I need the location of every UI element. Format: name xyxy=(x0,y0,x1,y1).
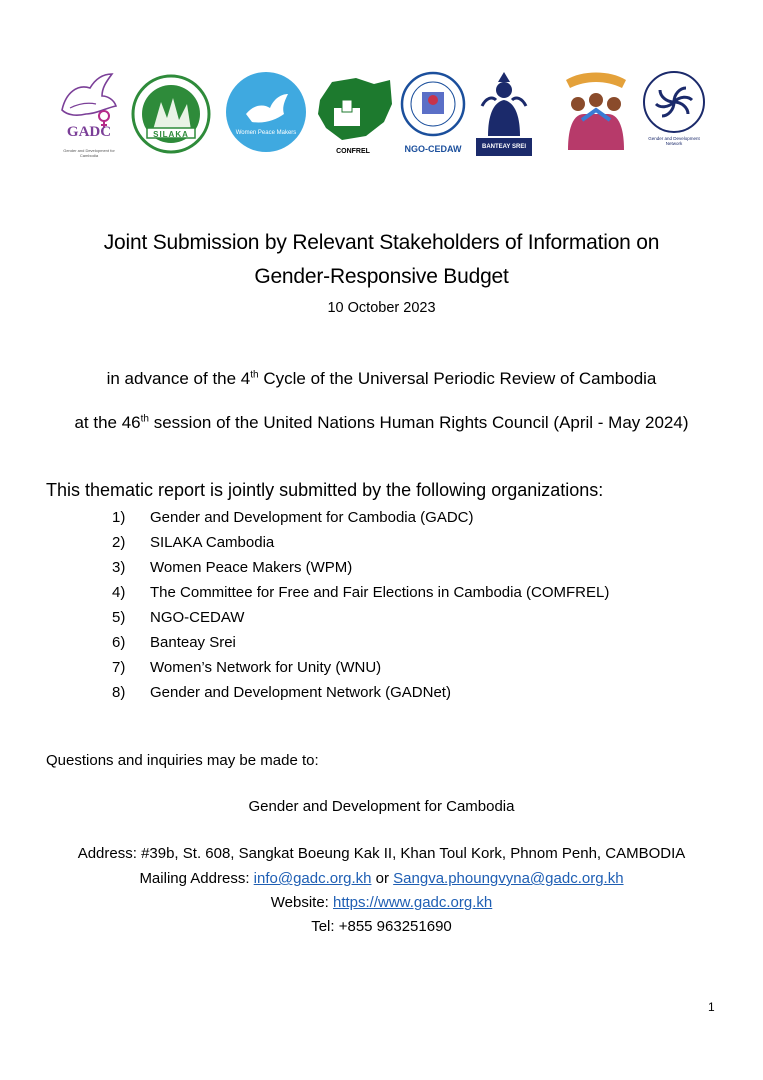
list-item-number: 5) xyxy=(112,609,126,626)
list-item xyxy=(112,605,609,630)
cambodia-map-icon xyxy=(312,70,394,150)
contact-tel: Tel: +855 963251690 xyxy=(311,918,452,935)
title-line-1: Joint Submission by Relevant Stakeholders of Information on xyxy=(103,231,660,254)
apsara-figure-icon xyxy=(476,70,532,140)
ngo-cedaw-logo xyxy=(398,70,468,162)
advance-line-2-post: session of the United Nations Human Rights Council (April - May 2024) xyxy=(148,413,689,432)
list-item-name: NGO-CEDAW xyxy=(150,609,245,626)
list-item xyxy=(112,555,609,580)
list-item-number: 6) xyxy=(112,634,126,651)
gadc-logo-text: GADC xyxy=(66,124,112,140)
gadc-logo xyxy=(56,70,122,162)
list-item-name: The Committee for Free and Fair Elections in Cambodia (COMFREL) xyxy=(150,584,610,601)
gadnet-logo-text: Gender and Development Network xyxy=(648,136,700,146)
comfrel-logo-text: CONFREL xyxy=(336,148,370,155)
email-link-sangva[interactable]: Sangva.phoungvyna@gadc.org.kh xyxy=(393,870,624,887)
questions-text: Questions and inquiries may be made to: xyxy=(46,752,319,769)
advance-line-1-pre: in advance of the 4 xyxy=(106,369,251,388)
banteay-srei-logo-text: BANTEAY SREI xyxy=(481,144,526,150)
contact-website xyxy=(0,894,763,911)
gadc-logo-tagline: Gender and Development for Cambodia xyxy=(63,148,115,158)
website-label: Website: xyxy=(270,894,333,911)
contact-address: Address: #39b, St. 608, Sangkat Boeung Kak II, Khan Toul Kork, Phnom Penh, CAMBODIA xyxy=(77,845,686,862)
silaka-logo-text: SILAKA xyxy=(153,130,189,139)
document-title xyxy=(0,226,763,294)
cedaw-emblem-icon xyxy=(398,70,468,140)
mailing-or: or xyxy=(371,870,394,887)
silaka-logo xyxy=(131,70,211,162)
document-date: 10 October 2023 xyxy=(327,300,436,316)
contact-org: Gender and Development for Cambodia xyxy=(248,798,515,815)
women-group-icon xyxy=(562,70,630,156)
list-item-number: 7) xyxy=(112,659,126,676)
list-item-name: Banteay Srei xyxy=(150,634,236,651)
list-item xyxy=(112,505,609,530)
website-link[interactable]: https://www.gadc.org.kh xyxy=(333,894,493,911)
gadnet-spiral-icon xyxy=(642,70,706,134)
wpm-logo-text: Women Peace Makers xyxy=(235,130,297,136)
banteay-srei-logo xyxy=(476,70,532,162)
list-item-number: 2) xyxy=(112,534,126,551)
advance-line-2 xyxy=(0,413,763,433)
peace-dove-icon xyxy=(224,70,308,154)
list-item-name: SILAKA Cambodia xyxy=(150,534,275,551)
ngo-cedaw-logo-text: NGO-CEDAW xyxy=(404,144,462,154)
list-item xyxy=(112,530,609,555)
list-item-name: Gender and Development Network (GADNet) xyxy=(150,684,451,701)
email-link-info[interactable]: info@gadc.org.kh xyxy=(253,870,372,887)
list-item-name: Women Peace Makers (WPM) xyxy=(150,559,353,576)
advance-line-1-post: Cycle of the Universal Periodic Review of Cambodia xyxy=(258,369,657,388)
list-item xyxy=(112,580,609,605)
wpm-logo xyxy=(224,70,308,162)
wnu-logo xyxy=(562,70,630,162)
list-item-number: 1) xyxy=(112,509,126,526)
silaka-emblem-icon xyxy=(131,70,211,162)
dove-icon xyxy=(56,70,122,130)
page-number: 1 xyxy=(708,1000,715,1014)
logo-row xyxy=(56,70,706,162)
list-item xyxy=(112,655,609,680)
list-item-number: 8) xyxy=(112,684,126,701)
title-line-2: Gender-Responsive Budget xyxy=(254,265,509,288)
gadnet-logo xyxy=(642,70,706,162)
organization-list xyxy=(112,505,609,705)
intro-text: This thematic report is jointly submitted by the following organizations: xyxy=(46,480,604,500)
list-item-number: 3) xyxy=(112,559,126,576)
list-item xyxy=(112,680,609,705)
list-item-name: Gender and Development for Cambodia (GADC) xyxy=(150,509,474,526)
contact-mailing xyxy=(0,870,763,887)
list-item-name: Women’s Network for Unity (WNU) xyxy=(150,659,382,676)
list-item-number: 4) xyxy=(112,584,126,601)
mailing-label: Mailing Address: xyxy=(139,870,254,887)
advance-line-2-pre: at the 46 xyxy=(74,413,141,432)
advance-line-1-sup: th xyxy=(250,369,259,381)
comfrel-logo xyxy=(312,70,394,162)
advance-line-2-sup: th xyxy=(140,413,149,425)
list-item xyxy=(112,630,609,655)
advance-line-1 xyxy=(0,369,763,389)
